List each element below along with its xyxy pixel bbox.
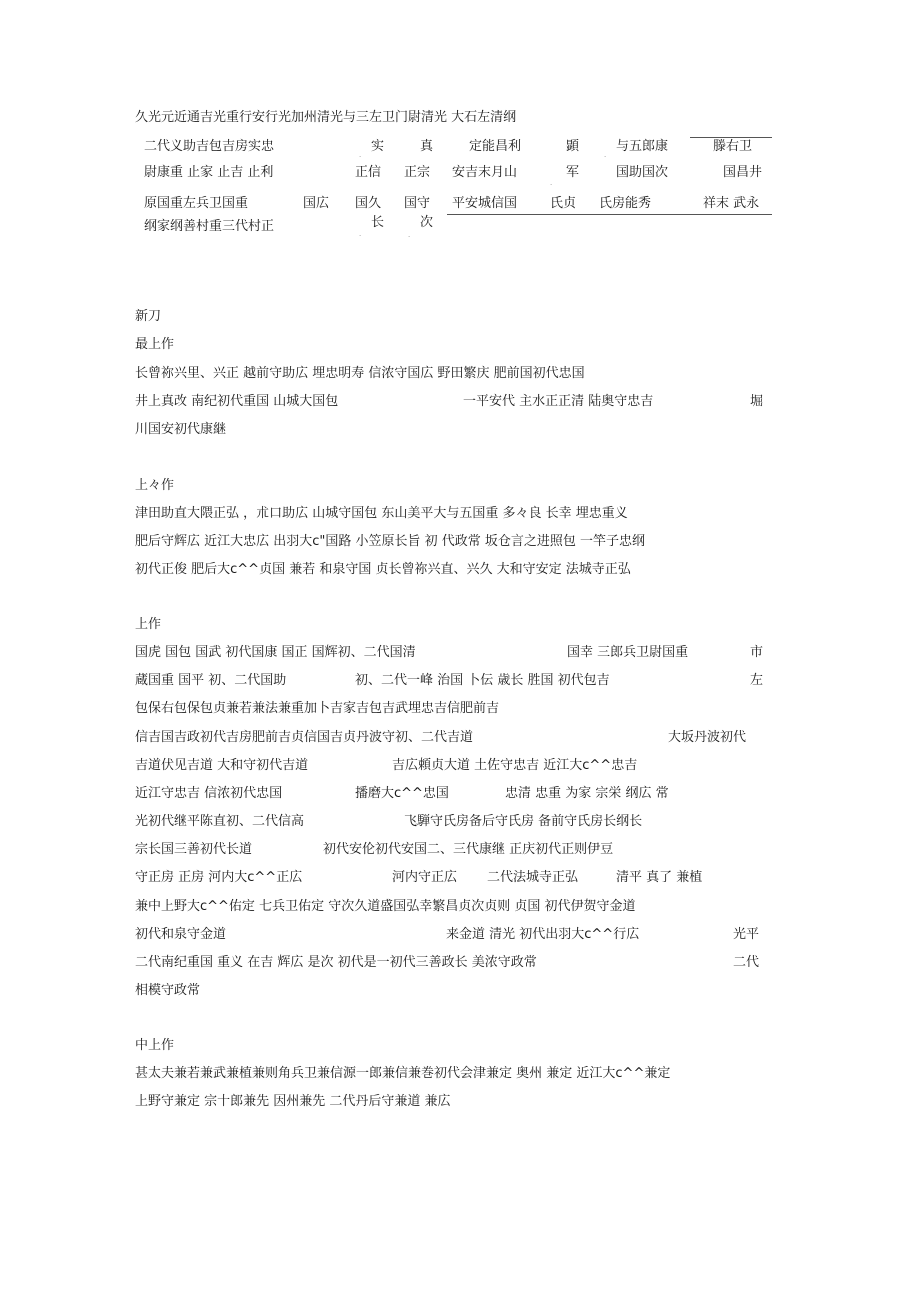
text-line: 守正房 正房 河内大c^^正広 (135, 870, 303, 885)
section-heading: 最上作 (135, 337, 175, 352)
text-line: 初代和泉守金道 (135, 927, 227, 942)
text-line: 兼中上野大c^^佑定 七兵卫佑定 守次久道盛国弘幸繁昌贞次贞则 贞国 初代伊贺守金道 (135, 899, 636, 914)
table-cell: 祥末 武永 (703, 196, 760, 211)
speck-mark: · (408, 233, 411, 241)
section-heading: 中上作 (135, 1038, 175, 1053)
text-line: 光平 (733, 927, 760, 942)
text-line: 堀 (750, 394, 764, 409)
speck-mark: · (604, 153, 607, 161)
text-line: 二代南纪重国 重义 在吉 辉広 是次 初代是一初代三善政长 美浓守政常 (135, 955, 537, 970)
text-line: 包保右包保包贞兼若兼法兼重加卜吉家吉包吉武埋忠吉信肥前吉 (135, 701, 500, 716)
text-line: 国幸 三郎兵卫尉国重 (567, 645, 689, 660)
text-line: 清平 真了 兼植 (616, 870, 703, 885)
table-cell: 滕右卫 (713, 139, 753, 154)
text-line: 吉道伏见吉道 大和守初代吉道 (135, 758, 309, 773)
text-line: 川国安初代康継 (135, 422, 227, 437)
table-cell: 国守 (404, 196, 431, 211)
table-cell: 长 (371, 215, 385, 230)
table-cell: 正宗 (404, 165, 431, 180)
table-cell: 原国重左兵卫国重 (144, 196, 249, 211)
table-cell: 实 (371, 139, 385, 154)
text-line: 肥后守辉広 近江大忠広 出羽大c"国路 小笠原长旨 初 代政常 坂仓言之进照包 一竿子忠纲 (135, 534, 646, 549)
text-line: 大坂丹波初代 (668, 730, 747, 745)
table-cell: 真 (420, 139, 434, 154)
section-heading: 上々作 (135, 478, 175, 493)
table-rule-bottom (447, 214, 772, 215)
text-line: 津田助直大隈正弘 ，朮口助広 山城守国包 东山美平大与五国重 多々良 长幸 埋忠重义 (135, 506, 628, 521)
text-line: 上野守兼定 宗十郎兼先 因州兼先 二代丹后守兼道 兼広 (135, 1094, 451, 1109)
text-line: 市 (750, 645, 764, 660)
text-line: 信吉国吉政初代吉房肥前吉贞信国吉贞丹波守初、二代吉道 (135, 730, 474, 745)
text-line: 左 (750, 673, 764, 688)
text-line: 河内守正広 (392, 870, 458, 885)
table-cell: 国久 (355, 196, 382, 211)
text-line: 初、二代一峰 治国 卜伝 歳长 胜国 初代包吉 (355, 673, 610, 688)
text-line: 飞騨守氏房备后守氏房 备前守氏房长纲长 (404, 814, 643, 829)
text-line: 光初代继平陈直初、二代信高 (135, 814, 305, 829)
table-cell: 正信 (355, 165, 382, 180)
table-cell: 国昌井 (723, 165, 763, 180)
text-line: 国虎 国包 国武 初代国康 国正 国辉初、二代国清 (135, 645, 416, 660)
text-line: 近江守忠吉 信浓初代忠国 (135, 786, 283, 801)
text-line: 相模守政常 (135, 983, 201, 998)
table-cell: 军 (566, 165, 580, 180)
table-cell: 定能昌利 (469, 139, 522, 154)
text-line: 初代正俊 肥后大c^^贞国 兼若 和泉守国 贞长曾祢兴直、兴久 大和守安定 法城寺正弘 (135, 562, 631, 577)
table-cell: 氏贞 (550, 196, 577, 211)
text-line: 播磨大c^^忠国 (355, 786, 449, 801)
table-cell: 尉康重 止家 止吉 止利 (144, 165, 274, 180)
text-line: 蔵国重 国平 初、二代国助 (135, 673, 287, 688)
text-line: 二代 (733, 955, 760, 970)
text-line: 来金道 清光 初代出羽大c^^行広 (446, 927, 640, 942)
speck-mark: · (359, 153, 362, 161)
text-line: 井上真改 南纪初代重国 山城大国包 (135, 394, 339, 409)
text-line: 一平安代 主水正正清 陆奥守忠吉 (463, 394, 654, 409)
table-cell: 平安城信国 (452, 196, 518, 211)
table-cell: 安吉末月山 (452, 165, 518, 180)
section-heading: 上作 (135, 617, 162, 632)
table-cell: 纲家纲善村重三代村正 (144, 219, 275, 234)
text-line: 二代法城寺正弘 (487, 870, 579, 885)
table-cell: 次 (420, 215, 434, 230)
table-cell: 与五郎康 (616, 139, 669, 154)
section-title: 新刀 (135, 309, 162, 324)
text-line: 吉広頼贞大道 土佐守忠吉 近江大c^^忠吉 (392, 758, 638, 773)
table-rule-top (690, 137, 772, 138)
speck-mark: · (550, 181, 553, 189)
table-cell: 二代义助吉包吉房实忠 (144, 139, 275, 154)
text-line: 忠清 忠重 为家 宗栄 纲広 常 (505, 786, 669, 801)
text-line: 初代安伦初代安国二、三代康继 正庆初代正则伊豆 (323, 842, 614, 857)
table-cell: 国広 (303, 196, 330, 211)
table-cell: 氏房能秀 (599, 196, 652, 211)
text-line: 长曾祢兴里、兴正 越前守助広 埋忠明寿 信浓守国広 野田繁庆 肥前国初代忠国 (135, 366, 585, 381)
table-cell: 顕 (566, 139, 580, 154)
table-cell: 国助国次 (616, 165, 669, 180)
text-line: 甚太夫兼若兼武兼植兼则角兵卫兼信源一郎兼信兼巻初代会津兼定 奥州 兼定 近江大c^^兼定 (135, 1066, 671, 1081)
header-line: 久光元近通吉光重行安行光加州清光与三左卫门尉清光 大石左清纲 (135, 110, 517, 125)
speck-mark: · (359, 232, 362, 240)
text-line: 宗长国三善初代长道 (135, 842, 253, 857)
